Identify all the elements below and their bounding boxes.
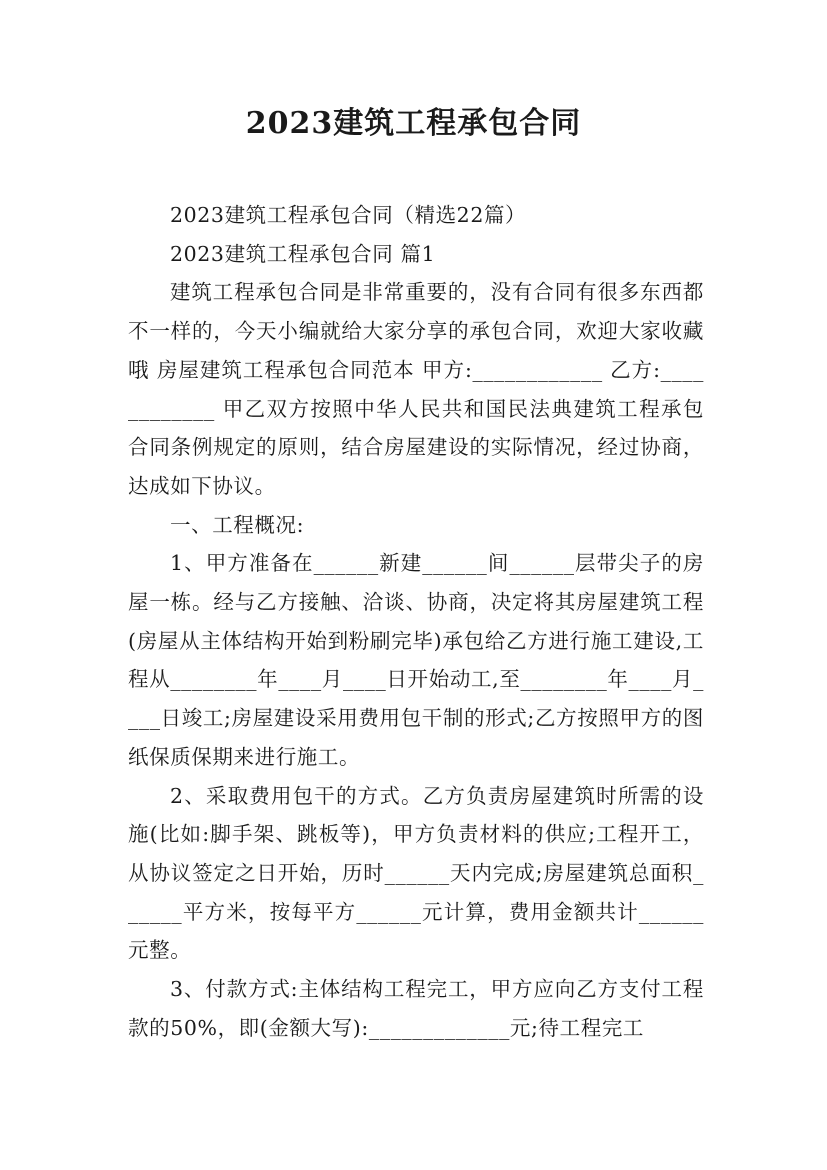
document-title: 2023建筑工程承包合同 [245,106,582,141]
paragraph-section-heading: 2023建筑工程承包合同 篇1 [170,241,436,266]
paragraph-overview-heading: 一、工程概况: [170,512,305,537]
document-body [128,196,704,1047]
paragraph-intro: 建筑工程承包合同是非常重要的，没有合同有很多东西都不一样的，今天小编就给大家分享的承包合同，欢迎大家收藏哦 房屋建筑工程承包合同范本 甲方:____________ 乙方:____________ 甲乙双方按照中华人民共和国民法典建筑工程承包合同条例规定的原则，结合房屋建设的实际情况，经过协商，达成如下协议。 [128,280,704,498]
paragraph-clause-3: 3、付款方式:主体结构工程完工，甲方应向乙方支付工程款的50%，即(金额大写):_____________元;待工程完工 [128,977,704,1040]
paragraph-clause-1: 1、甲方准备在______新建______间______层带尖子的房屋一栋。经与乙方接触、洽谈、协商，决定将其房屋建筑工程(房屋从主体结构开始到粉刷完毕)承包给乙方进行施工建设,工程从________年____月____日开始动工,至________年____月____日竣工;房屋建设采用费用包干制的形式;乙方按照甲方的图纸保质保期来进行施工。 [128,551,704,769]
paragraph-clause-2: 2、采取费用包干的方式。乙方负责房屋建筑时所需的设施(比如:脚手架、跳板等)，甲方负责材料的供应;工程开工，从协议签定之日开始，历时______天内完成;房屋建筑总面积______平方米，按每平方______元计算，费用金额共计______元整。 [128,783,704,963]
paragraph-subtitle: 2023建筑工程承包合同（精选22篇） [170,203,527,227]
